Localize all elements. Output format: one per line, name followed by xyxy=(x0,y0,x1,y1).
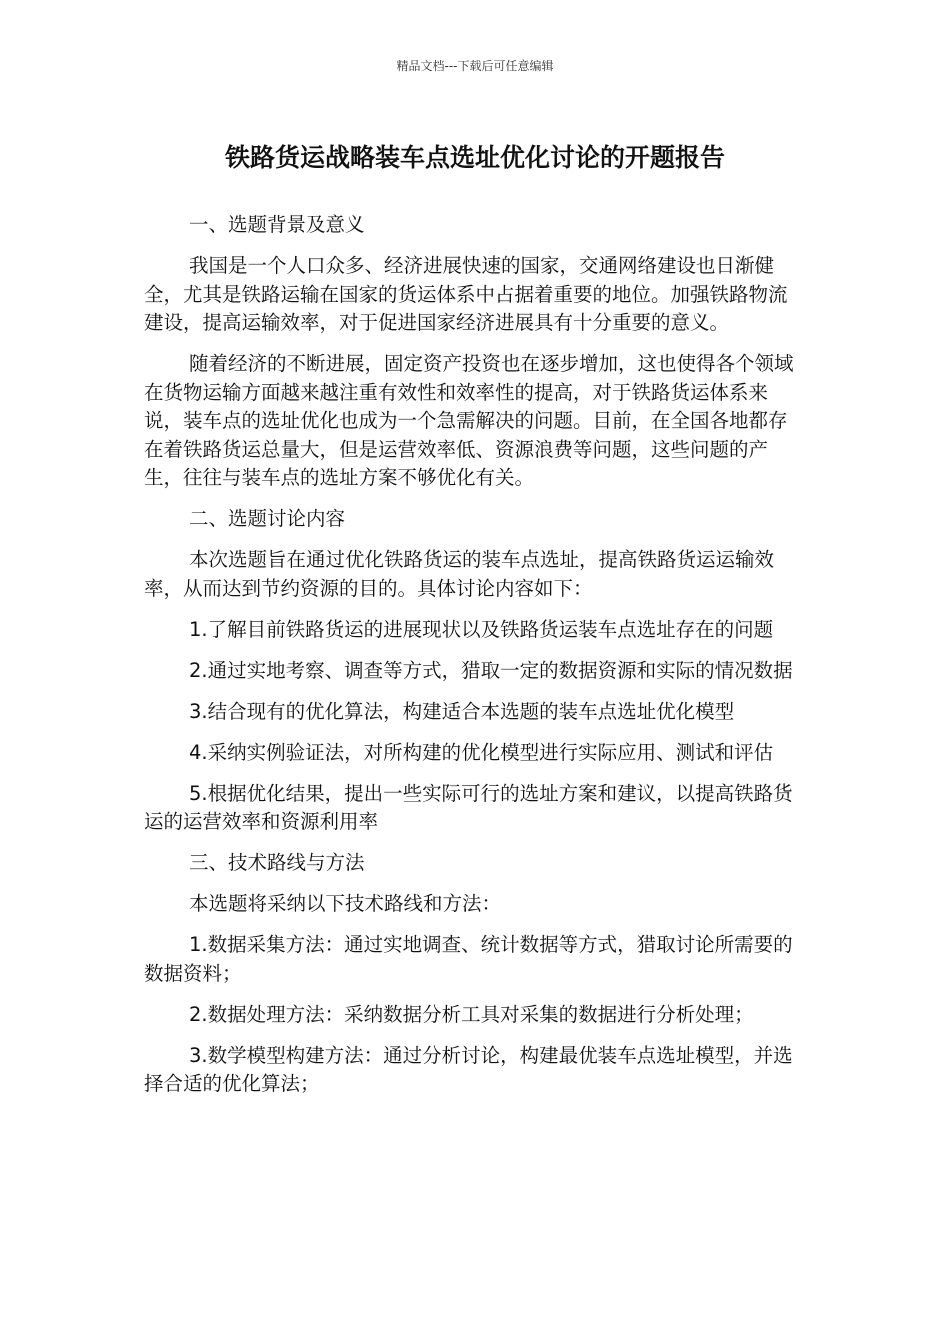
document-body xyxy=(144,211,794,1111)
list-item-methods-1: 1.数据采集方法：通过实地调查、统计数据等方式，猎取讨论所需要的数据资料； xyxy=(144,933,793,985)
section-heading-background: 一、选题背景及意义 xyxy=(189,213,365,236)
list-item-content-5: 5.根据优化结果，提出一些实际可行的选址方案和建议，以提高铁路货运的运营效率和资源利用率 xyxy=(144,781,793,833)
list-item-content-1: 1.了解目前铁路货运的进展现状以及铁路货运装车点选址存在的问题 xyxy=(189,617,774,641)
list-item-content-3: 3.结合现有的优化算法，构建适合本选题的装车点选址优化模型 xyxy=(189,699,735,723)
list-item-methods-2: 2.数据处理方法：采纳数据分析工具对采集的数据进行分析处理； xyxy=(189,1002,754,1026)
header-note: 精品文档---下载后可任意编辑 xyxy=(396,59,554,73)
document-title: 铁路货运战略装车点选址优化讨论的开题报告 xyxy=(224,143,725,172)
paragraph-background-2: 随着经济的不断进展，固定资产投资也在逐步增加，这也使得各个领域在货物运输方面越来越注重有效性和效率性的提高，对于铁路货运体系来说，装车点的选址优化也成为一个急需解决的问题。目前，在全国各地都存在着铁路货运总量大，但是运营效率低、资源浪费等问题，这些问题的产生，往往与装车点的选址方案不够优化有关。 xyxy=(144,352,794,489)
list-item-methods-3: 3.数学模型构建方法：通过分析讨论，构建最优装车点选址模型，并选择合适的优化算法； xyxy=(144,1043,793,1095)
section-heading-methods: 三、技术路线与方法 xyxy=(189,851,365,874)
paragraph-background-1: 我国是一个人口众多、经济进展快速的国家，交通网络建设也日渐健全，尤其是铁路运输在国家的货运体系中占据着重要的地位。加强铁路物流建设，提高运输效率，对于促进国家经济进展具有十分重要的意义。 xyxy=(144,254,788,334)
list-item-content-4: 4.采纳实例验证法，对所构建的优化模型进行实际应用、测试和评估 xyxy=(189,740,774,764)
paragraph-methods-intro: 本选题将采纳以下技术路线和方法： xyxy=(189,892,502,915)
section-heading-content: 二、选题讨论内容 xyxy=(189,507,346,530)
paragraph-content-intro: 本次选题旨在通过优化铁路货运的装车点选址，提高铁路货运运输效率，从而达到节约资源的目的。具体讨论内容如下： xyxy=(144,548,775,600)
list-item-content-2: 2.通过实地考察、调查等方式，猎取一定的数据资源和实际的情况数据 xyxy=(189,658,793,682)
